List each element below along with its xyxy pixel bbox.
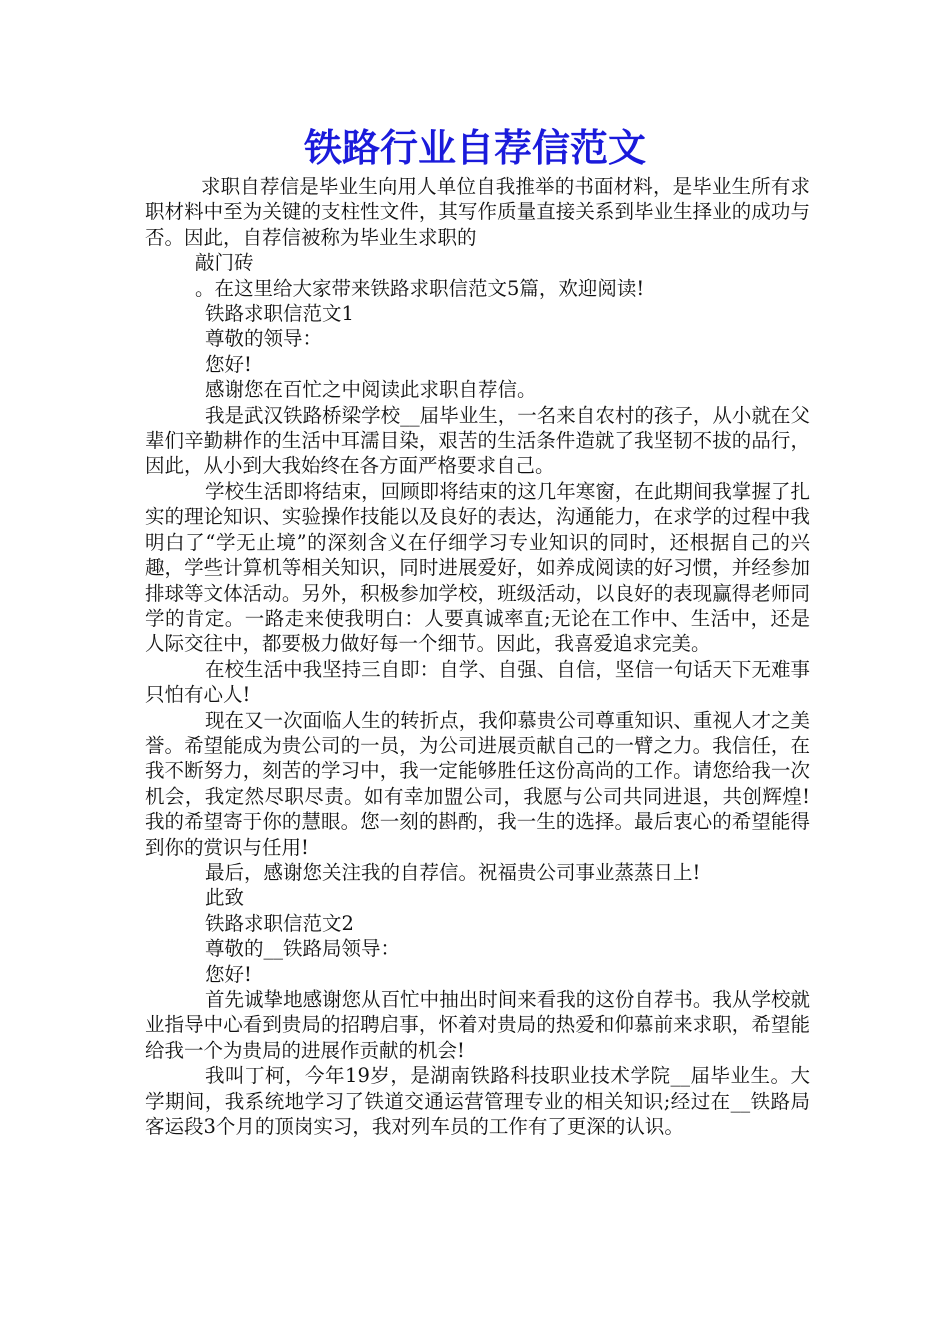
sample-1-thanks: 感谢您在百忙之中阅读此求职自荐信。 [205, 378, 537, 402]
sample-1-salutation: 尊敬的领导： [205, 327, 323, 351]
document-body [145, 174, 810, 1139]
intro-paragraph: 求职自荐信是毕业生向用人单位自我推举的书面材料，是毕业生所有求职材料中至为关键的支柱性文件，其写作质量直接关系到毕业生择业的成功与否。因此，自荐信被称为毕业生求职的 [145, 175, 810, 249]
sample-1-paragraph: 在校生活中我坚持三自即：自学、自强、自信，坚信一句话天下无难事只怕有心人! [145, 657, 810, 707]
document-title: 铁路行业自荐信范文 [303, 126, 646, 170]
sample-1-paragraph: 学校生活即将结束，回顾即将结束的这几年寒窗，在此期间我掌握了扎实的理论知识、实验操作技能以及良好的表达，沟通能力，在求学的过程中我明白了“学无止境”的深刻含义在仔细学习专业知识的同时，还根据自己的兴趣，学些计算机等相关知识，同时进展爱好，如养成阅读的好习惯，并经参加排球等文体活动。另外，积极参加学校，班级活动，以良好的表现赢得老师同学的肯定。一路走来使我明白：人要真诚率直;无论在工作中、生活中，还是人际交往中，都要极力做好每一个细节。因此，我喜爱追求完美。 [145, 479, 810, 656]
intro-keyword-line: 敲门砖 [195, 251, 254, 275]
sample-1-paragraph: 现在又一次面临人生的转折点，我仰慕贵公司尊重知识、重视人才之美誉。希望能成为贵公司的一员，为公司进展贡献自己的一臂之力。我信任，在我不断努力，刻苦的学习中，我一定能够胜任这份高尚的工作。请您给我一次机会，我定然尽职尽责。如有幸加盟公司，我愿与公司共同进退，共创辉煌!我的希望寄于你的慧眼。您一刻的斟酌，我一生的选择。最后衷心的希望能得到你的赏识与任用! [145, 708, 810, 859]
sample-2-paragraph: 首先诚挚地感谢您从百忙中抽出时间来看我的这份自荐书。我从学校就业指导中心看到贵局的招聘启事，怀着对贵局的热爱和仰慕前来求职，希望能给我一个为贵局的进展作贡献的机会! [145, 988, 810, 1062]
intro-closing-line: 。在这里给大家带来铁路求职信范文5篇，欢迎阅读! [195, 276, 645, 300]
sample-1-greeting: 您好! [205, 352, 252, 376]
sample-1-closing: 最后，感谢您关注我的自荐信。祝福贵公司事业蒸蒸日上! [205, 860, 701, 884]
sample-2-paragraph: 我叫丁柯，今年19岁，是湖南铁路科技职业技术学院__届毕业生。大学期间，我系统地学习了铁道交通运营管理专业的相关知识;经过在__铁路局客运段3个月的顶岗实习，我对列车员的工作有了更深的认识。 [145, 1064, 810, 1139]
sample-1-regards: 此致 [205, 886, 245, 910]
sample-1-paragraph: 我是武汉铁路桥梁学校__届毕业生，一名来自农村的孩子，从小就在父辈们辛勤耕作的生活中耳濡目染，艰苦的生活条件造就了我坚韧不拔的品行，因此，从小到大我始终在各方面严格要求自己。 [145, 403, 810, 478]
sample-2-heading: 铁路求职信范文2 [205, 911, 354, 935]
sample-2-salutation: 尊敬的__铁路局领导： [205, 937, 401, 961]
sample-1-heading: 铁路求职信范文1 [205, 302, 354, 326]
sample-2-greeting: 您好! [205, 962, 252, 986]
